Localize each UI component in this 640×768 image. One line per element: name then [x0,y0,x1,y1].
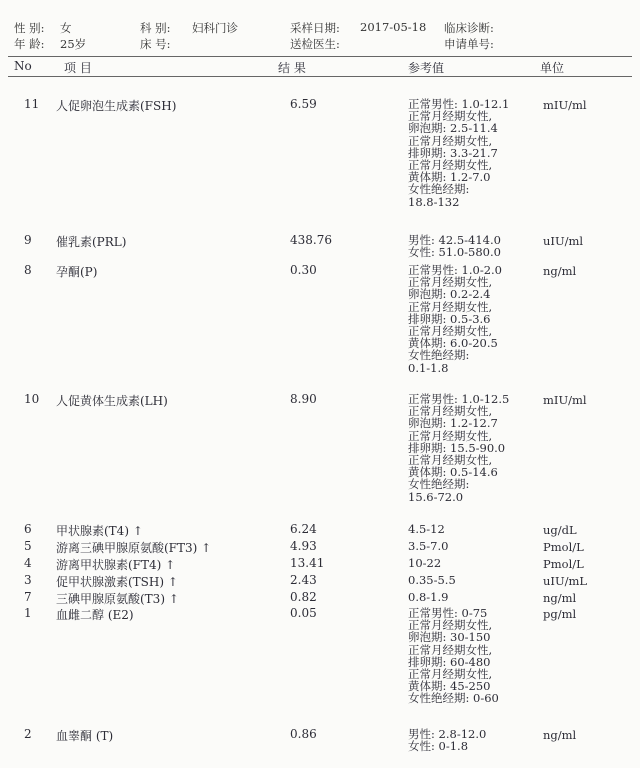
row-item-name: 孕酮(P) [56,265,98,279]
reference-line: 18.8-132 [408,194,460,209]
row-reference [408,607,544,705]
reference-line: 黄体期: 6.0-20.5 [408,336,498,351]
reference-line: 10-22 [408,556,442,570]
reference-line: 黄体期: 45-250 [408,679,491,694]
row-unit: uIU/mL [543,574,588,588]
gender-label: 性 别: [14,21,45,35]
col-no: No [14,59,32,73]
reference-line: 正常月经期女性, [408,404,493,419]
row-no: 8 [24,263,32,277]
row-reference [408,540,544,552]
row-reference [408,523,544,535]
reference-line: 卵泡期: 1.2-12.7 [408,416,498,431]
reference-line: 卵泡期: 0.2-2.4 [408,287,491,302]
row-result: 4.93 [290,539,317,553]
row-no: 1 [24,606,32,620]
row-reference [408,557,544,569]
row-item-name: 游离甲状腺素(FT4) ↑ [56,558,176,572]
row-no: 3 [24,573,32,587]
reference-line: 正常月经期女性, [408,642,493,657]
row-unit: Pmol/L [543,540,584,554]
col-unit: 单位 [540,61,565,75]
row-no: 9 [24,233,32,247]
reference-line: 女性: 51.0-580.0 [408,245,501,260]
row-item-name: 人促黄体生成素(LH) [56,394,168,408]
row-reference [408,728,544,752]
sample-date-label: 采样日期: [290,21,340,35]
row-unit: ng/ml [543,591,577,605]
row-result: 0.86 [290,727,317,741]
sender-label: 送检医生: [290,37,340,51]
reference-line: 正常男性: 1.0-12.1 [408,97,510,111]
bed-label: 床 号: [140,37,171,51]
reference-line: 男性: 42.5-414.0 [408,233,501,247]
row-unit: ug/dL [543,523,577,537]
reference-line: 正常男性: 1.0-2.0 [408,263,502,277]
header-top-rule [8,56,632,57]
reference-line: 正常月经期女性, [408,618,493,633]
row-item-name: 血睾酮 (T) [56,729,114,743]
dept-value: 妇科门诊 [192,21,238,35]
row-no: 11 [24,97,40,111]
row-no: 2 [24,727,32,741]
row-result: 2.43 [290,573,317,587]
row-unit: mIU/ml [543,393,587,407]
reference-line: 女性: 0-1.8 [408,739,469,754]
row-reference [408,393,544,503]
row-no: 6 [24,522,32,536]
reference-line: 正常男性: 0-75 [408,606,488,620]
row-result: 0.05 [290,606,317,620]
row-reference [408,98,544,208]
row-item-name: 促甲状腺激素(TSH) ↑ [56,575,178,589]
row-unit: ng/ml [543,264,577,278]
reference-line: 男性: 2.8-12.0 [408,727,487,741]
reference-line: 排卵期: 60-480 [408,654,491,669]
row-item-name: 三碘甲腺原氨酸(T3) ↑ [56,592,179,606]
reference-line: 0.1-1.8 [408,360,449,375]
row-reference [408,234,544,258]
reference-line: 正常月经期女性, [408,109,493,124]
reference-line: 女性绝经期: [408,348,470,363]
row-unit: ng/ml [543,728,577,742]
col-reference: 参考值 [408,61,445,75]
reference-line: 3.5-7.0 [408,539,449,553]
row-unit: pg/ml [543,607,577,621]
reference-line: 0.35-5.5 [408,573,456,587]
row-no: 4 [24,556,32,570]
row-result: 13.41 [290,556,325,570]
reference-line: 正常月经期女性, [408,666,493,681]
reference-line: 排卵期: 15.5-90.0 [408,440,506,455]
sample-date-value: 2017-05-18 [360,20,427,34]
reference-line: 正常月经期女性, [408,133,493,148]
row-flag: ↑ [161,558,176,572]
reference-line: 排卵期: 3.3-21.7 [408,145,498,160]
request-label: 申请单号: [444,37,494,51]
age-label: 年 龄: [14,37,45,51]
row-reference [408,264,544,374]
reference-line: 卵泡期: 2.5-11.4 [408,121,498,136]
row-result: 438.76 [290,233,332,247]
reference-line: 黄体期: 1.2-7.0 [408,170,491,185]
reference-line: 女性绝经期: [408,477,470,492]
reference-line: 正常月经期女性, [408,452,493,467]
row-flag: ↑ [165,592,179,606]
reference-line: 排卵期: 0.5-3.6 [408,311,491,326]
reference-line: 卵泡期: 30-150 [408,630,491,645]
row-no: 10 [24,392,40,406]
reference-line: 4.5-12 [408,522,445,536]
reference-line: 正常月经期女性, [408,299,493,314]
age-value: 25岁 [60,37,87,51]
reference-line: 0.8-1.9 [408,590,449,604]
row-item-name: 人促卵泡生成素(FSH) [56,99,177,113]
col-result: 结 果 [278,61,306,75]
diagnosis-label: 临床诊断: [444,21,494,35]
gender-value: 女 [60,21,72,35]
row-result: 0.30 [290,263,317,277]
reference-line: 正常男性: 1.0-12.5 [408,392,510,406]
row-no: 7 [24,590,32,604]
reference-line: 正常月经期女性, [408,157,493,172]
reference-line: 正常月经期女性, [408,275,493,290]
row-flag: ↑ [164,575,178,589]
row-reference [408,591,544,603]
reference-line: 正常月经期女性, [408,323,493,338]
row-item-name: 催乳素(PRL) [56,235,127,249]
row-unit: Pmol/L [543,557,584,571]
col-item: 项 目 [64,61,92,75]
row-reference [408,574,544,586]
row-unit: mIU/ml [543,98,587,112]
row-item-name: 血雌二醇 (E2) [56,608,134,622]
reference-line: 女性绝经期: [408,182,470,197]
dept-label: 科 别: [140,21,171,35]
row-item-name: 游离三碘甲腺原氨酸(FT3) ↑ [56,541,212,555]
row-no: 5 [24,539,32,553]
row-result: 6.24 [290,522,317,536]
reference-line: 女性绝经期: 0-60 [408,691,499,706]
row-unit: uIU/ml [543,234,584,248]
row-flag: ↑ [129,524,143,538]
row-result: 0.82 [290,590,317,604]
row-result: 8.90 [290,392,317,406]
row-item-name: 甲状腺素(T4) ↑ [56,524,143,538]
row-result: 6.59 [290,97,317,111]
reference-line: 正常月经期女性, [408,428,493,443]
reference-line: 15.6-72.0 [408,489,464,504]
row-flag: ↑ [197,541,212,555]
reference-line: 黄体期: 0.5-14.6 [408,465,498,480]
header-bottom-rule [8,76,632,77]
